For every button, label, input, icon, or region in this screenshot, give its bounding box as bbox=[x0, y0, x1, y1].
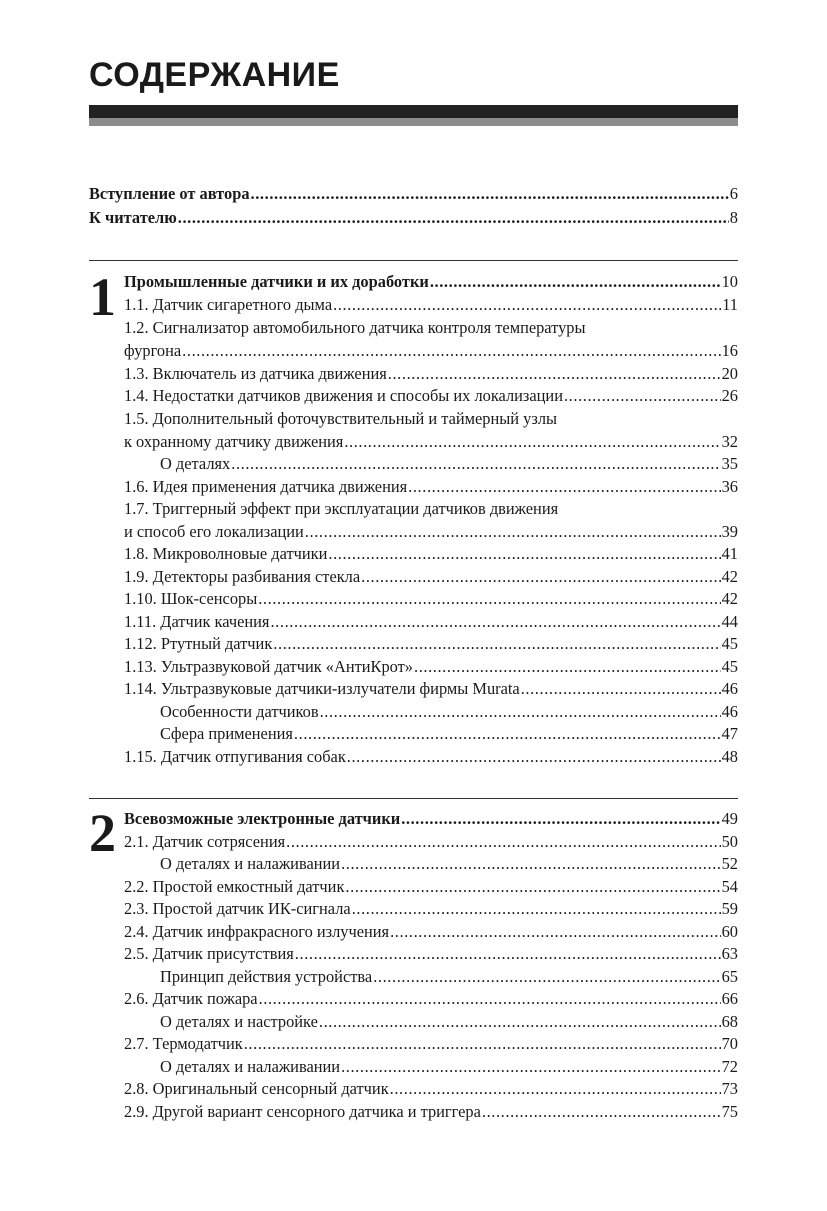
toc-leader bbox=[244, 1033, 721, 1055]
toc-entry[interactable] bbox=[124, 431, 738, 453]
title-bar-gray bbox=[89, 118, 738, 126]
toc-page-number: 65 bbox=[721, 967, 738, 986]
toc-entry-intro[interactable] bbox=[89, 183, 738, 205]
toc-entry-title: 1.9. Детекторы разбивания стекла bbox=[124, 567, 361, 586]
toc-subentry[interactable] bbox=[160, 1011, 738, 1033]
toc-leader bbox=[347, 746, 721, 768]
page-title: СОДЕРЖАНИЕ bbox=[89, 56, 340, 94]
toc-entry[interactable] bbox=[124, 340, 738, 362]
toc-entry-title: 2.1. Датчик сотрясения bbox=[124, 832, 286, 851]
toc-page-number: 11 bbox=[722, 295, 738, 314]
toc-leader bbox=[408, 476, 720, 498]
chapter-1-divider bbox=[89, 260, 738, 261]
toc-entry[interactable] bbox=[124, 988, 738, 1010]
toc-page-number: 45 bbox=[721, 657, 738, 676]
toc-entry[interactable] bbox=[124, 476, 738, 498]
toc-entry-title: 1.12. Ртутный датчик bbox=[124, 634, 273, 653]
toc-page-number: 60 bbox=[721, 922, 738, 941]
toc-leader bbox=[390, 921, 721, 943]
toc-leader bbox=[320, 701, 721, 723]
toc-entry-title: 1.6. Идея применения датчика движения bbox=[124, 477, 408, 496]
toc-page-number: 6 bbox=[729, 184, 738, 203]
toc-page-number: 16 bbox=[721, 341, 738, 360]
toc-page-number: 39 bbox=[721, 522, 738, 541]
toc-entry[interactable] bbox=[124, 611, 738, 633]
toc-entry-title: О деталях bbox=[160, 454, 231, 473]
toc-entry[interactable] bbox=[124, 656, 738, 678]
toc-page-number: 50 bbox=[721, 832, 738, 851]
toc-entry[interactable] bbox=[124, 1078, 738, 1100]
toc-entry[interactable] bbox=[124, 678, 738, 700]
toc-page-number: 41 bbox=[721, 544, 738, 563]
toc-page-number: 10 bbox=[721, 272, 738, 291]
toc-leader bbox=[414, 656, 721, 678]
toc-page-number: 42 bbox=[721, 567, 738, 586]
toc-entry-title: 2.4. Датчик инфракрасного излучения bbox=[124, 922, 390, 941]
chapter-2-divider bbox=[89, 798, 738, 799]
toc-subentry[interactable] bbox=[160, 853, 738, 875]
toc-page-number: 63 bbox=[721, 944, 738, 963]
toc-entry-title: 1.3. Включатель из датчика движения bbox=[124, 364, 387, 383]
toc-leader bbox=[251, 183, 729, 205]
toc-leader bbox=[295, 943, 721, 965]
toc-leader bbox=[361, 566, 720, 588]
toc-entry-title: 2.7. Термодатчик bbox=[124, 1034, 243, 1053]
toc-page-number: 49 bbox=[721, 809, 738, 828]
toc-entry-reader[interactable] bbox=[89, 207, 738, 229]
toc-entry-title: 1.8. Микроволновые датчики bbox=[124, 544, 328, 563]
toc-page-number: 46 bbox=[721, 679, 738, 698]
toc-page-number: 59 bbox=[721, 899, 738, 918]
toc-page-number: 54 bbox=[721, 877, 738, 896]
toc-leader bbox=[259, 988, 721, 1010]
toc-page-number: 47 bbox=[721, 724, 738, 743]
chapter-1-number: 1 bbox=[89, 267, 116, 327]
toc-entry-title: О деталях и налаживании bbox=[160, 854, 341, 873]
toc-leader bbox=[178, 207, 729, 229]
toc-entry-title: 1.13. Ультразвуковой датчик «АнтиКрот» bbox=[124, 657, 413, 676]
toc-entry-title: 1.15. Датчик отпугивания собак bbox=[124, 747, 346, 766]
toc-entry-title: фургона bbox=[124, 341, 182, 360]
toc-entry[interactable] bbox=[124, 588, 738, 610]
toc-entry[interactable] bbox=[124, 943, 738, 965]
toc-page-number: 75 bbox=[721, 1102, 738, 1121]
toc-entry-title: 2.2. Простой емкостный датчик bbox=[124, 877, 345, 896]
toc-page-number: 66 bbox=[721, 989, 738, 1008]
toc-leader bbox=[319, 1011, 721, 1033]
toc-leader bbox=[341, 1056, 721, 1078]
toc-subentry[interactable] bbox=[160, 966, 738, 988]
toc-page-number: 8 bbox=[729, 208, 738, 227]
toc-entry-title: 1.14. Ультразвуковые датчики-излучатели фирмы Murata bbox=[124, 679, 520, 698]
toc-entry-title: 2.3. Простой датчик ИК-сигнала bbox=[124, 899, 351, 918]
toc-entry[interactable] bbox=[124, 876, 738, 898]
toc-entry[interactable] bbox=[124, 898, 738, 920]
toc-entry-title: 2.9. Другой вариант сенсорного датчика и триггера bbox=[124, 1102, 481, 1121]
toc-entry[interactable] bbox=[124, 921, 738, 943]
chapter-2-title[interactable] bbox=[124, 808, 738, 830]
chapter-2-number: 2 bbox=[89, 803, 116, 863]
toc-leader bbox=[521, 678, 721, 700]
toc-entry-title-line1: 1.2. Сигнализатор автомобильного датчика контроля температуры bbox=[124, 318, 586, 337]
toc-entry[interactable] bbox=[124, 385, 738, 407]
toc-entry-title: О деталях и налаживании bbox=[160, 1057, 341, 1076]
toc-subentry[interactable] bbox=[160, 453, 738, 475]
toc-page-number: 68 bbox=[721, 1012, 738, 1031]
toc-leader bbox=[305, 521, 721, 543]
toc-page-number: 73 bbox=[721, 1079, 738, 1098]
toc-page-number: 46 bbox=[721, 702, 738, 721]
toc-entry-title: Всевозможные электронные датчики bbox=[124, 809, 401, 828]
toc-leader bbox=[564, 385, 721, 407]
toc-entry-title: 2.6. Датчик пожара bbox=[124, 989, 258, 1008]
toc-page-number: 45 bbox=[721, 634, 738, 653]
toc-entry[interactable] bbox=[124, 363, 738, 385]
toc-leader bbox=[352, 898, 721, 920]
toc-page-number: 36 bbox=[721, 477, 738, 496]
toc-entry-title: Принцип действия устройства bbox=[160, 967, 373, 986]
toc-entry[interactable] bbox=[124, 1033, 738, 1055]
toc-leader bbox=[258, 588, 720, 610]
toc-page-number: 44 bbox=[721, 612, 738, 631]
toc-entry-title: 1.10. Шок-сенсоры bbox=[124, 589, 258, 608]
toc-leader bbox=[273, 633, 720, 655]
toc-entry-title: к охранному датчику движения bbox=[124, 432, 344, 451]
toc-entry[interactable] bbox=[124, 294, 738, 316]
toc-entry[interactable] bbox=[124, 566, 738, 588]
title-bar-dark bbox=[89, 105, 738, 118]
toc-page-number: 26 bbox=[721, 386, 738, 405]
toc-page-number: 20 bbox=[721, 364, 738, 383]
toc-entry-title: Особенности датчиков bbox=[160, 702, 319, 721]
toc-page-number: 42 bbox=[721, 589, 738, 608]
toc-leader bbox=[373, 966, 720, 988]
toc-page-number: 70 bbox=[721, 1034, 738, 1053]
toc-entry-title: К читателю bbox=[89, 208, 177, 227]
toc-leader bbox=[182, 340, 720, 362]
toc-page-number: 35 bbox=[721, 454, 738, 473]
toc-leader bbox=[294, 723, 721, 745]
toc-entry[interactable] bbox=[124, 1101, 738, 1123]
toc-entry[interactable] bbox=[124, 746, 738, 768]
toc-subentry[interactable] bbox=[160, 1056, 738, 1078]
toc-entry-title-line1: 1.7. Триггерный эффект при эксплуатации датчиков движения bbox=[124, 499, 559, 518]
toc-leader bbox=[345, 876, 720, 898]
toc-page-number: 32 bbox=[721, 432, 738, 451]
toc-entry-title: Вступление от автора bbox=[89, 184, 250, 203]
toc-entry-title: О деталях и настройке bbox=[160, 1012, 318, 1031]
toc-leader bbox=[286, 831, 720, 853]
toc-page-number: 72 bbox=[721, 1057, 738, 1076]
toc-entry-title: Сфера применения bbox=[160, 724, 293, 743]
toc-leader bbox=[344, 431, 720, 453]
toc-entry-title: 1.1. Датчик сигаретного дыма bbox=[124, 295, 333, 314]
toc-leader bbox=[270, 611, 720, 633]
toc-page-number: 52 bbox=[721, 854, 738, 873]
toc-leader bbox=[231, 453, 720, 475]
toc-page-number: 48 bbox=[721, 747, 738, 766]
toc-entry-title: 1.11. Датчик качения bbox=[124, 612, 270, 631]
toc-entry-title-line1: 1.5. Дополнительный фоточувствительный и таймерный узлы bbox=[124, 409, 558, 428]
toc-entry-title: Промышленные датчики и их доработки bbox=[124, 272, 429, 291]
toc-leader bbox=[328, 543, 720, 565]
toc-entry[interactable] bbox=[124, 521, 738, 543]
toc-entry-title: 2.8. Оригинальный сенсорный датчик bbox=[124, 1079, 389, 1098]
toc-leader bbox=[341, 853, 721, 875]
toc-entry[interactable] bbox=[124, 633, 738, 655]
toc-leader bbox=[390, 1078, 721, 1100]
toc-leader bbox=[388, 363, 721, 385]
toc-entry-title: 2.5. Датчик присутствия bbox=[124, 944, 294, 963]
toc-subentry[interactable] bbox=[160, 701, 738, 723]
chapter-1-title[interactable] bbox=[124, 271, 738, 293]
toc-subentry[interactable] bbox=[160, 723, 738, 745]
toc-leader bbox=[482, 1101, 721, 1123]
toc-leader bbox=[401, 808, 720, 830]
toc-entry[interactable] bbox=[124, 543, 738, 565]
toc-entry[interactable] bbox=[124, 831, 738, 853]
toc-entry-title: 1.4. Недостатки датчиков движения и способы их локализации bbox=[124, 386, 563, 405]
toc-entry-title: и способ его локализации bbox=[124, 522, 304, 541]
toc-leader bbox=[333, 294, 721, 316]
toc-leader bbox=[430, 271, 721, 293]
